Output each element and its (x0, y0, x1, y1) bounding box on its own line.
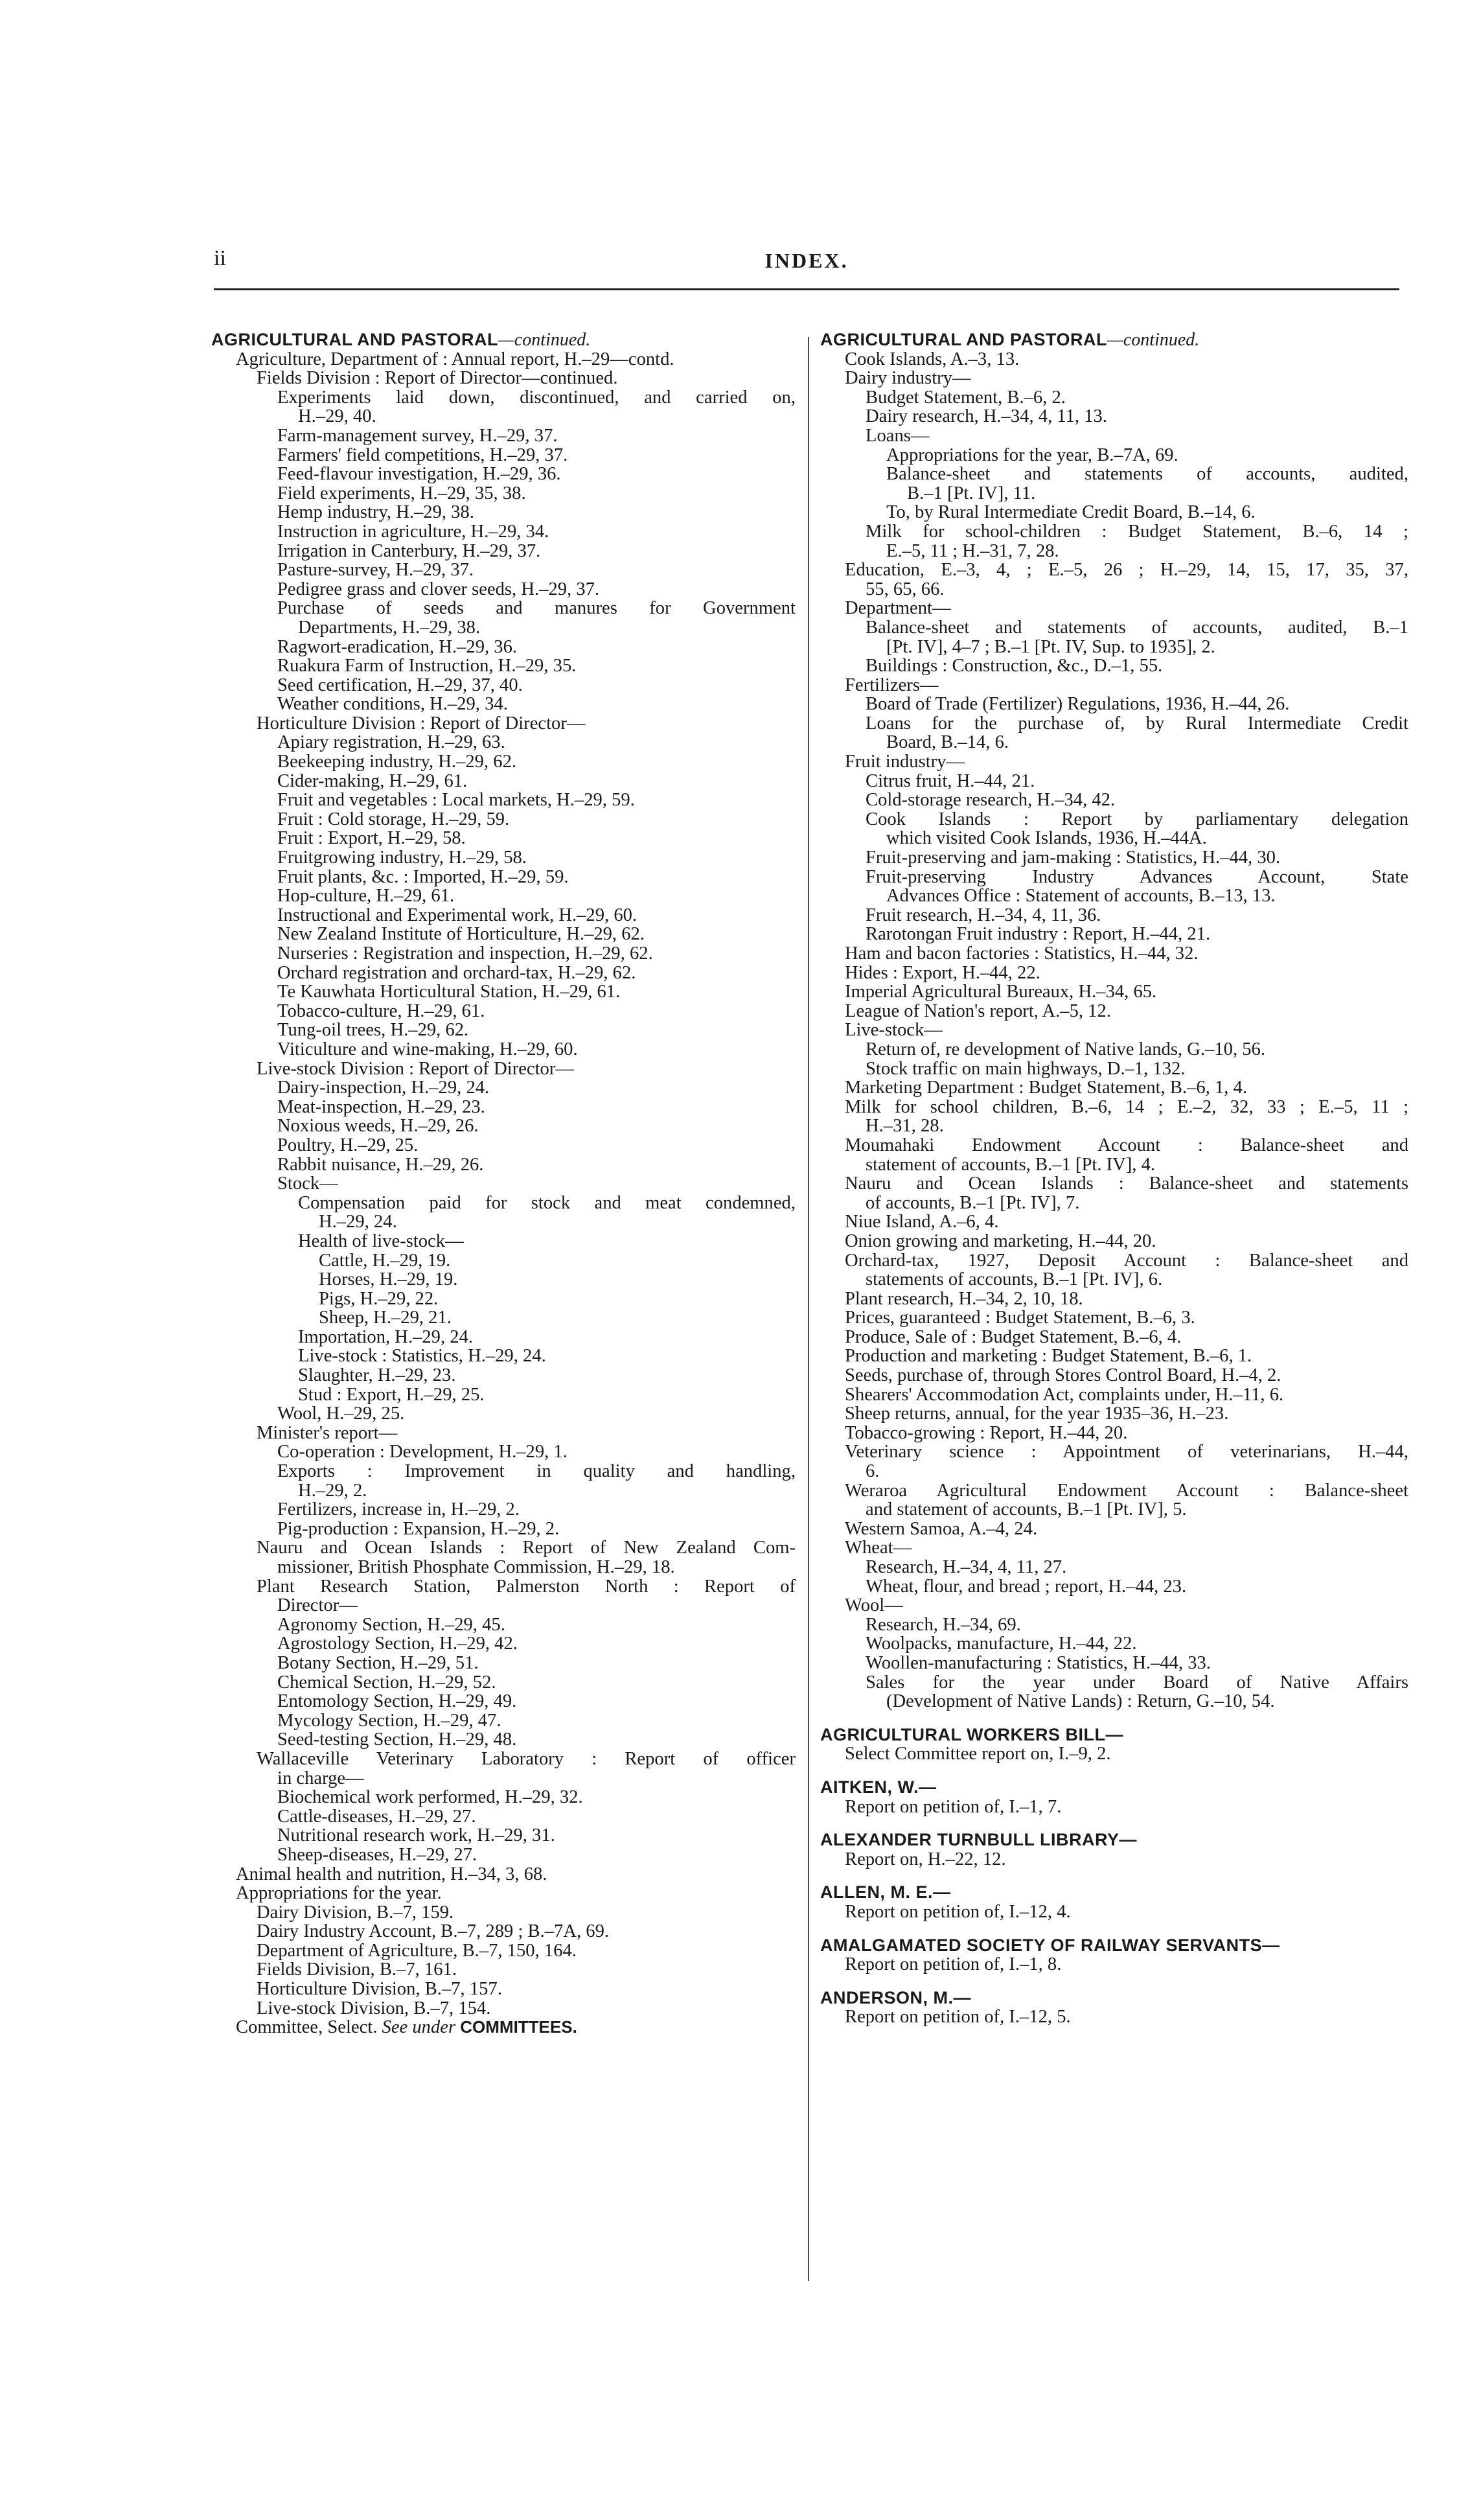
index-entry: Sheep returns, annual, for the year 1935–36, H.–23. (845, 1404, 1229, 1424)
index-entry: Fruit plants, &c. : Imported, H.–29, 59. (277, 866, 569, 887)
index-entry: B.–1 [Pt. IV], 11. (907, 483, 1036, 503)
index-entry: Report on petition of, I.–1, 8. (845, 1954, 1062, 1975)
index-entry: Nutritional research work, H.–29, 31. (277, 1825, 555, 1846)
index-entry: Department of Agriculture, B.–7, 150, 164. (257, 1940, 577, 1961)
index-entry: Report on petition of, I.–1, 7. (845, 1796, 1062, 1817)
index-entry: Botany Section, H.–29, 51. (277, 1652, 479, 1673)
index-entry: Stock— (277, 1173, 338, 1194)
index-entry: and statement of accounts, B.–1 [Pt. IV], 5. (866, 1499, 1187, 1520)
index-entry: Nurseries : Registration and inspection, H.–29, 62. (277, 943, 653, 964)
index-entry: 55, 65, 66. (866, 579, 945, 599)
index-entry: Seed-testing Section, H.–29, 48. (277, 1729, 517, 1750)
index-entry: Rabbit nuisance, H.–29, 26. (277, 1154, 484, 1175)
index-entry: Director— (277, 1595, 358, 1616)
index-entry: Mycology Section, H.–29, 47. (277, 1710, 501, 1731)
index-entry: Cold-storage research, H.–34, 42. (866, 790, 1116, 811)
page-number: ii (214, 246, 226, 270)
index-entry: Nauru and Ocean Islands : Report of New Zealand Com- (257, 1538, 796, 1558)
index-entry: Pedigree grass and clover seeds, H.–29, 37. (277, 579, 600, 599)
index-entry: Wallaceville Veterinary Laboratory : Report of officer (257, 1748, 796, 1769)
index-entry: Dairy Industry Account, B.–7, 289 ; B.–7A, 69. (257, 1921, 610, 1942)
index-entry: Noxious weeds, H.–29, 26. (277, 1116, 479, 1137)
index-entry: Horticulture Division, B.–7, 157. (257, 1979, 502, 2000)
index-entry: Beekeeping industry, H.–29, 62. (277, 752, 517, 772)
section-heading: AGRICULTURAL AND PASTORAL—continued. (211, 330, 591, 350)
index-entry: Ruakura Farm of Instruction, H.–29, 35. (277, 656, 577, 676)
index-entry-cross-reference: Committee, Select. See under COMMITTEES. (236, 2017, 577, 2038)
index-entry: Pig-production : Expansion, H.–29, 2. (277, 1518, 560, 1539)
index-entry: H.–29, 40. (298, 406, 376, 427)
index-entry: Purchase of seeds and manures for Government (277, 598, 796, 619)
index-entry: E.–5, 11 ; H.–31, 7, 28. (886, 540, 1059, 561)
index-entry: Fields Division : Report of Director—continued. (257, 368, 618, 389)
index-entry: Farm-management survey, H.–29, 37. (277, 425, 558, 446)
index-entry: Produce, Sale of : Budget Statement, B.–6, 4. (845, 1326, 1182, 1347)
left-column (211, 330, 796, 2037)
index-entry: Education, E.–3, 4, ; E.–5, 26 ; H.–29, 14, 15, 17, 35, 37, (845, 560, 1408, 581)
index-entry: Shearers' Accommodation Act, complaints under, H.–11, 6. (845, 1384, 1284, 1405)
index-entry: Horses, H.–29, 19. (319, 1269, 458, 1290)
index-entry: which visited Cook Islands, 1936, H.–44A. (886, 828, 1207, 849)
index-entry: Board, B.–14, 6. (886, 732, 1009, 753)
index-entry: Pasture-survey, H.–29, 37. (277, 560, 474, 581)
index-entry: Wheat, flour, and bread ; report, H.–44, 23. (866, 1576, 1187, 1597)
index-entry: Research, H.–34, 69. (866, 1614, 1021, 1635)
index-entry: Select Committee report on, I.–9, 2. (845, 1744, 1111, 1764)
index-entry: Rarotongan Fruit industry : Report, H.–44, 21. (866, 924, 1211, 945)
index-entry: Advances Office : Statement of accounts, B.–13, 13. (886, 886, 1276, 907)
index-entry: Farmers' field competitions, H.–29, 37. (277, 445, 568, 465)
index-entry: Cattle, H.–29, 19. (319, 1250, 451, 1271)
index-entry: Woolpacks, manufacture, H.–44, 22. (866, 1634, 1137, 1654)
index-entry: Seeds, purchase of, through Stores Control Board, H.–4, 2. (845, 1365, 1281, 1386)
index-entry: Experiments laid down, discontinued, and carried on, (277, 387, 796, 408)
index-entry: Importation, H.–29, 24. (298, 1326, 474, 1347)
index-entry: Tobacco-culture, H.–29, 61. (277, 1000, 485, 1021)
index-entry: Health of live-stock— (298, 1231, 464, 1251)
index-entry: Cider-making, H.–29, 61. (277, 770, 468, 791)
index-entry: Hop-culture, H.–29, 61. (277, 886, 455, 907)
index-entry: Viticulture and wine-making, H.–29, 60. (277, 1039, 578, 1059)
index-entry: Agronomy Section, H.–29, 45. (277, 1614, 505, 1635)
index-entry: [Pt. IV], 4–7 ; B.–1 [Pt. IV, Sup. to 1935], 2. (886, 636, 1215, 657)
index-entry: Exports : Improvement in quality and handling, (277, 1461, 796, 1482)
index-entry: Sheep, H.–29, 21. (319, 1308, 452, 1328)
index-entry: Tobacco-growing : Report, H.–44, 20. (845, 1422, 1128, 1443)
index-entry: Prices, guaranteed : Budget Statement, B.–6, 3. (845, 1308, 1195, 1328)
index-entry: Western Samoa, A.–4, 24. (845, 1518, 1038, 1539)
index-entry: Cook Islands, A.–3, 13. (845, 349, 1020, 369)
index-entry: Field experiments, H.–29, 35, 38. (277, 483, 526, 503)
index-entry: Budget Statement, B.–6, 2. (866, 387, 1066, 408)
index-entry: Biochemical work performed, H.–29, 32. (277, 1787, 583, 1808)
index-entry: Balance-sheet and statements of accounts, audited, B.–1 (866, 617, 1408, 638)
index-entry: Orchard-tax, 1927, Deposit Account : Balance-sheet and (845, 1250, 1408, 1271)
index-entry: Fruit and vegetables : Local markets, H.–29, 59. (277, 790, 635, 811)
index-entry: Slaughter, H.–29, 23. (298, 1365, 456, 1386)
index-entry: Loans for the purchase of, by Rural Intermediate Credit (866, 713, 1408, 734)
index-entry: Minister's report— (257, 1422, 398, 1443)
index-entry: Research, H.–34, 4, 11, 27. (866, 1557, 1067, 1577)
index-entry: Fruit-preserving Industry Advances Account, State (866, 866, 1408, 887)
index-entry: Agrostology Section, H.–29, 42. (277, 1634, 518, 1654)
index-entry: Sales for the year under Board of Native Affairs (866, 1672, 1408, 1693)
index-entry: Report on petition of, I.–12, 5. (845, 2007, 1071, 2028)
index-entry: Onion growing and marketing, H.–44, 20. (845, 1231, 1156, 1251)
index-entry: Stud : Export, H.–29, 25. (298, 1384, 485, 1405)
index-entry: Department— (845, 598, 951, 619)
index-entry: Appropriations for the year. (236, 1883, 442, 1904)
index-entry: Fruitgrowing industry, H.–29, 58. (277, 848, 527, 868)
column-divider (808, 337, 809, 2281)
index-entry: Marketing Department : Budget Statement, B.–6, 1, 4. (845, 1078, 1248, 1098)
index-entry: Board of Trade (Fertilizer) Regulations, 1936, H.–44, 26. (866, 694, 1290, 715)
index-entry: H.–31, 28. (866, 1116, 944, 1137)
index-entry: League of Nation's report, A.–5, 12. (845, 1000, 1111, 1021)
header-rule (214, 288, 1399, 290)
index-entry: Fields Division, B.–7, 161. (257, 1959, 457, 1980)
index-entry: Live-stock Division, B.–7, 154. (257, 1998, 491, 2018)
index-entry: Agriculture, Department of : Annual report, H.–29—contd. (236, 349, 674, 369)
index-entry: Loans— (866, 425, 930, 446)
index-entry: Imperial Agricultural Bureaux, H.–34, 65. (845, 982, 1157, 1002)
right-column (820, 330, 1408, 2027)
index-entry: Woollen-manufacturing : Statistics, H.–44, 33. (866, 1652, 1211, 1673)
index-entry: Dairy research, H.–34, 4, 11, 13. (866, 406, 1107, 427)
index-entry: Milk for school children, B.–6, 14 ; E.–2, 32, 33 ; E.–5, 11 ; (845, 1096, 1408, 1117)
index-entry: Balance-sheet and statements of accounts, audited, (886, 464, 1408, 485)
index-entry: Fruit-preserving and jam-making : Statistics, H.–44, 30. (866, 848, 1281, 868)
index-entry: Meat-inspection, H.–29, 23. (277, 1096, 485, 1117)
index-entry: statement of accounts, B.–1 [Pt. IV], 4. (866, 1154, 1156, 1175)
index-entry: Weraroa Agricultural Endowment Account : Balance-sheet (845, 1480, 1408, 1501)
index-entry: Departments, H.–29, 38. (298, 617, 481, 638)
index-entry: Plant research, H.–34, 2, 10, 18. (845, 1288, 1083, 1309)
index-entry: Instruction in agriculture, H.–29, 34. (277, 521, 549, 542)
index-entry: Production and marketing : Budget Statement, B.–6, 1. (845, 1346, 1252, 1367)
index-entry: Entomology Section, H.–29, 49. (277, 1691, 517, 1712)
section-heading: ALEXANDER TURNBULL LIBRARY— (820, 1830, 1137, 1850)
index-entry: Fruit : Export, H.–29, 58. (277, 828, 466, 849)
index-entry: Fertilizers— (845, 675, 939, 695)
index-entry: To, by Rural Intermediate Credit Board, B.–14, 6. (886, 502, 1256, 523)
index-entry: Report on, H.–22, 12. (845, 1849, 1006, 1869)
index-entry: New Zealand Institute of Horticulture, H.–29, 62. (277, 924, 645, 945)
section-heading: ANDERSON, M.— (820, 1987, 972, 2007)
index-entry: Instructional and Experimental work, H.–29, 60. (277, 905, 637, 925)
index-entry: in charge— (277, 1768, 364, 1788)
index-entry: Wool— (845, 1595, 903, 1616)
index-entry: Horticulture Division : Report of Director— (257, 713, 586, 734)
index-entry: Seed certification, H.–29, 37, 40. (277, 675, 523, 695)
index-entry: Nauru and Ocean Islands : Balance-sheet and statements (845, 1173, 1408, 1194)
index-entry: H.–29, 24. (319, 1212, 397, 1232)
index-entry: Ham and bacon factories : Statistics, H.–44, 32. (845, 943, 1199, 964)
index-entry: Return of, re development of Native lands, G.–10, 56. (866, 1039, 1265, 1059)
index-entry: missioner, British Phosphate Commission, H.–29, 18. (277, 1557, 675, 1577)
index-entry: Te Kauwhata Horticultural Station, H.–29, 61. (277, 982, 621, 1002)
index-entry: Appropriations for the year, B.–7A, 69. (886, 445, 1178, 465)
index-entry: Report on petition of, I.–12, 4. (845, 1901, 1071, 1922)
index-entry: Moumahaki Endowment Account : Balance-sheet and (845, 1135, 1408, 1155)
index-entry: Dairy Division, B.–7, 159. (257, 1902, 454, 1923)
index-entry: Live-stock— (845, 1020, 943, 1041)
index-entry: Dairy industry— (845, 368, 971, 389)
index-entry: Cook Islands : Report by parliamentary delegation (866, 809, 1408, 829)
section-heading: ALLEN, M. E.— (820, 1882, 951, 1902)
page-header (214, 246, 1399, 285)
index-entry: Live-stock Division : Report of Director— (257, 1058, 574, 1079)
index-entry: H.–29, 2. (298, 1480, 367, 1501)
section-heading: AGRICULTURAL AND PASTORAL—continued. (820, 330, 1200, 350)
section-heading: AMALGAMATED SOCIETY OF RAILWAY SERVANTS— (820, 1935, 1280, 1955)
index-entry: (Development of Native Lands) : Return, G.–10, 54. (886, 1691, 1275, 1712)
index-entry: Hemp industry, H.–29, 38. (277, 502, 474, 523)
index-entry: Cattle-diseases, H.–29, 27. (277, 1806, 476, 1827)
index-entry: Poultry, H.–29, 25. (277, 1135, 419, 1155)
index-entry: Fruit : Cold storage, H.–29, 59. (277, 809, 510, 829)
index-entry: Ragwort-eradication, H.–29, 36. (277, 636, 518, 657)
index-entry: Fertilizers, increase in, H.–29, 2. (277, 1499, 520, 1520)
index-entry: Irrigation in Canterbury, H.–29, 37. (277, 540, 541, 561)
index-entry: Co-operation : Development, H.–29, 1. (277, 1442, 568, 1462)
index-entry: Stock traffic on main highways, D.–1, 132. (866, 1058, 1186, 1079)
index-entry: Niue Island, A.–6, 4. (845, 1212, 999, 1232)
index-entry: Wheat— (845, 1538, 912, 1558)
index-entry: Feed-flavour investigation, H.–29, 36. (277, 464, 561, 485)
index-entry: Milk for school-children : Budget Statement, B.–6, 14 ; (866, 521, 1408, 542)
index-entry: Hides : Export, H.–44, 22. (845, 962, 1040, 983)
index-entry: Chemical Section, H.–29, 52. (277, 1672, 496, 1693)
index-entry: Weather conditions, H.–29, 34. (277, 694, 508, 715)
index-entry: Dairy-inspection, H.–29, 24. (277, 1078, 490, 1098)
index-entry: Fruit industry— (845, 752, 965, 772)
section-heading: AITKEN, W.— (820, 1777, 937, 1797)
index-entry: Live-stock : Statistics, H.–29, 24. (298, 1346, 546, 1367)
index-entry: Apiary registration, H.–29, 63. (277, 732, 505, 753)
running-title: INDEX. (764, 249, 849, 272)
index-entry: Wool, H.–29, 25. (277, 1404, 405, 1424)
index-entry: Animal health and nutrition, H.–34, 3, 68. (236, 1864, 547, 1884)
index-entry: Citrus fruit, H.–44, 21. (866, 770, 1035, 791)
index-entry: Buildings : Construction, &c., D.–1, 55. (866, 656, 1163, 676)
index-entry: Tung-oil trees, H.–29, 62. (277, 1020, 469, 1041)
index-entry: Veterinary science : Appointment of veterinarians, H.–44, (845, 1442, 1408, 1462)
index-entry: Fruit research, H.–34, 4, 11, 36. (866, 905, 1101, 925)
index-entry: 6. (866, 1461, 880, 1482)
index-entry: statements of accounts, B.–1 [Pt. IV], 6. (866, 1269, 1163, 1290)
index-entry: Compensation paid for stock and meat condemned, (298, 1192, 796, 1213)
index-entry: of accounts, B.–1 [Pt. IV], 7. (866, 1192, 1080, 1213)
index-entry: Plant Research Station, Palmerston North : Report of (257, 1576, 796, 1597)
index-entry: Sheep-diseases, H.–29, 27. (277, 1844, 477, 1865)
index-entry: Pigs, H.–29, 22. (319, 1288, 439, 1309)
index-entry: Orchard registration and orchard-tax, H.–29, 62. (277, 962, 636, 983)
section-heading: AGRICULTURAL WORKERS BILL— (820, 1724, 1123, 1744)
